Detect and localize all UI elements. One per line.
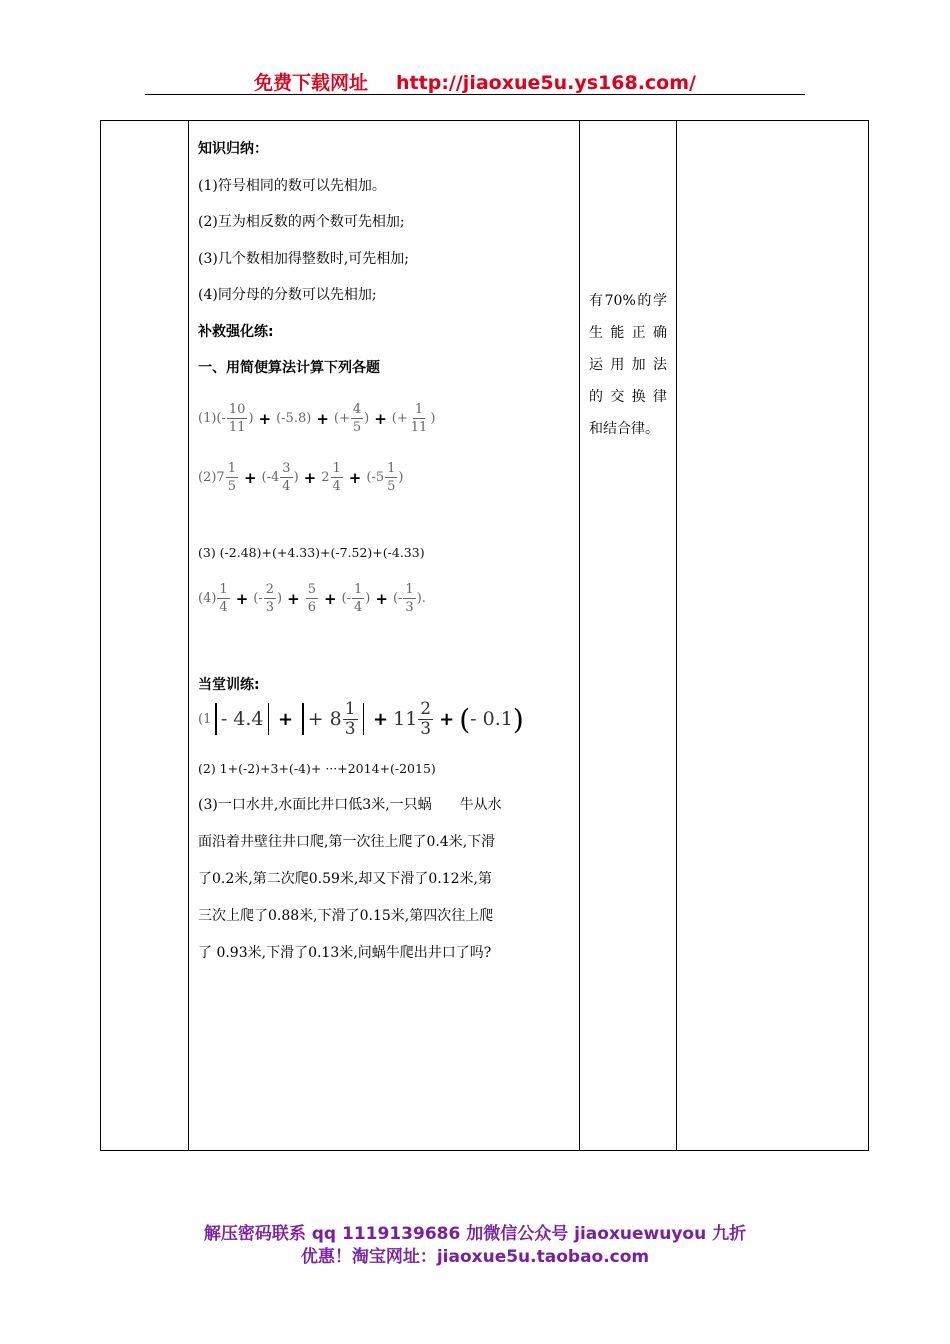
content-cell (189, 121, 580, 1151)
note-line-5: 和结合律。 (589, 421, 659, 437)
fraction: $\frac{1}{5}$ (387, 461, 396, 494)
footer-line-2: 优惠！淘宝网址：jiaoxue5u.taobao.com (300, 1247, 650, 1267)
header-label: 免费下载网址 (254, 72, 369, 94)
problem-2: (2)7 $\frac{1}{5}$ + (-4 $\frac{3}{4}$ ) + 2 $\frac{1}{4}$ + (-5 $\frac{1}{5}$ ) (198, 461, 404, 494)
note-line-1: 有70%的学 (589, 293, 667, 309)
footer-line-1: 解压密码联系 qq 1119139686 加微信公众号 jiaoxuewuyou 九折 (203, 1224, 747, 1244)
fraction: $\frac{1}{5}$ (227, 461, 236, 494)
note-line-3: 运用加法 (589, 357, 667, 373)
rule-1: (1)符号相同的数可以先相加。 (198, 177, 386, 194)
remedial-heading: 补救强化练: (198, 323, 274, 340)
rule-4: (4)同分母的分数可以先相加; (198, 287, 377, 303)
fraction: $\frac{3}{4}$ (282, 461, 291, 494)
fraction: $\frac{1}{4}$ (332, 461, 341, 494)
rule-3: (3)几个数相加得整数时,可先相加; (198, 250, 409, 267)
problem-1: (1)(- $\frac{10}{11}$ ) + (-5.8) + (+ $\frac{4}{5}$ ) + (+ $\frac{1}{11}$ ) (198, 402, 436, 435)
practice-3-line-3: 了0.2米,第二次爬0.59米,却又下滑了0.12米,第 (198, 871, 492, 887)
practice-heading: 当堂训练: (198, 676, 260, 693)
fraction: $\frac{1}{3}$ (344, 698, 356, 739)
practice-3-line-5: 了 0.93米,下滑了0.13米,问蜗牛爬出井口了吗? (198, 945, 492, 961)
fraction: $\frac{10}{11}$ (228, 402, 246, 435)
problem-3: (3) (-2.48)+(+4.33)+(-7.52)+(-4.33) (198, 544, 425, 560)
fraction: $\frac{1}{3}$ (405, 582, 414, 615)
header-divider (145, 94, 805, 95)
practice-2: (2) 1+(-2)+3+(-4)+ ···+2014+(-2015) (198, 761, 436, 776)
lesson-table (100, 120, 869, 1151)
remarks-cell (677, 121, 869, 1151)
problem-4: (4) $\frac{1}{4}$ + (- $\frac{2}{3}$ ) + $\frac{5}{6}$ + (- $\frac{1}{4}$ ) + (- $\frac{1}{3}$ ). (198, 582, 426, 615)
fraction: $\frac{4}{5}$ (352, 402, 362, 435)
practice-3-line-2: 面沿着井壁往井口爬,第一次往上爬了0.4米,下滑 (198, 834, 496, 850)
practice-3-line-4: 三次上爬了0.88米,下滑了0.15米,第四次往上爬 (198, 908, 494, 924)
practice-1: (1 - 4.4 + + 8 $\frac{1}{3}$ + 11 $\frac{2}{3}$ + ( - 0.1 ) (198, 698, 524, 739)
practice-3-line-1: (3)一口水井,水面比井口低3米,一只蜗 牛从水 (198, 797, 502, 813)
fraction: $\frac{5}{6}$ (307, 582, 316, 615)
fraction: $\frac{2}{3}$ (420, 698, 432, 739)
fraction: $\frac{2}{3}$ (265, 582, 275, 615)
header-url-link[interactable]: http://jiaoxue5u.ys168.com/ (396, 72, 696, 94)
fraction: $\frac{1}{11}$ (410, 402, 428, 435)
rule-2: (2)互为相反数的两个数可先相加; (198, 214, 405, 230)
fraction: $\frac{1}{4}$ (354, 582, 363, 615)
page-header (0, 68, 950, 95)
fraction: $\frac{1}{4}$ (219, 582, 228, 615)
exercise-heading: 一、用简便算法计算下列各题 (198, 360, 380, 376)
stage-column-cell (101, 121, 189, 1151)
summary-heading: 知识归纳： (198, 141, 268, 157)
notes-cell (580, 121, 677, 1151)
note-line-2: 生能正确 (589, 325, 667, 341)
note-line-4: 的交换律 (589, 389, 667, 405)
